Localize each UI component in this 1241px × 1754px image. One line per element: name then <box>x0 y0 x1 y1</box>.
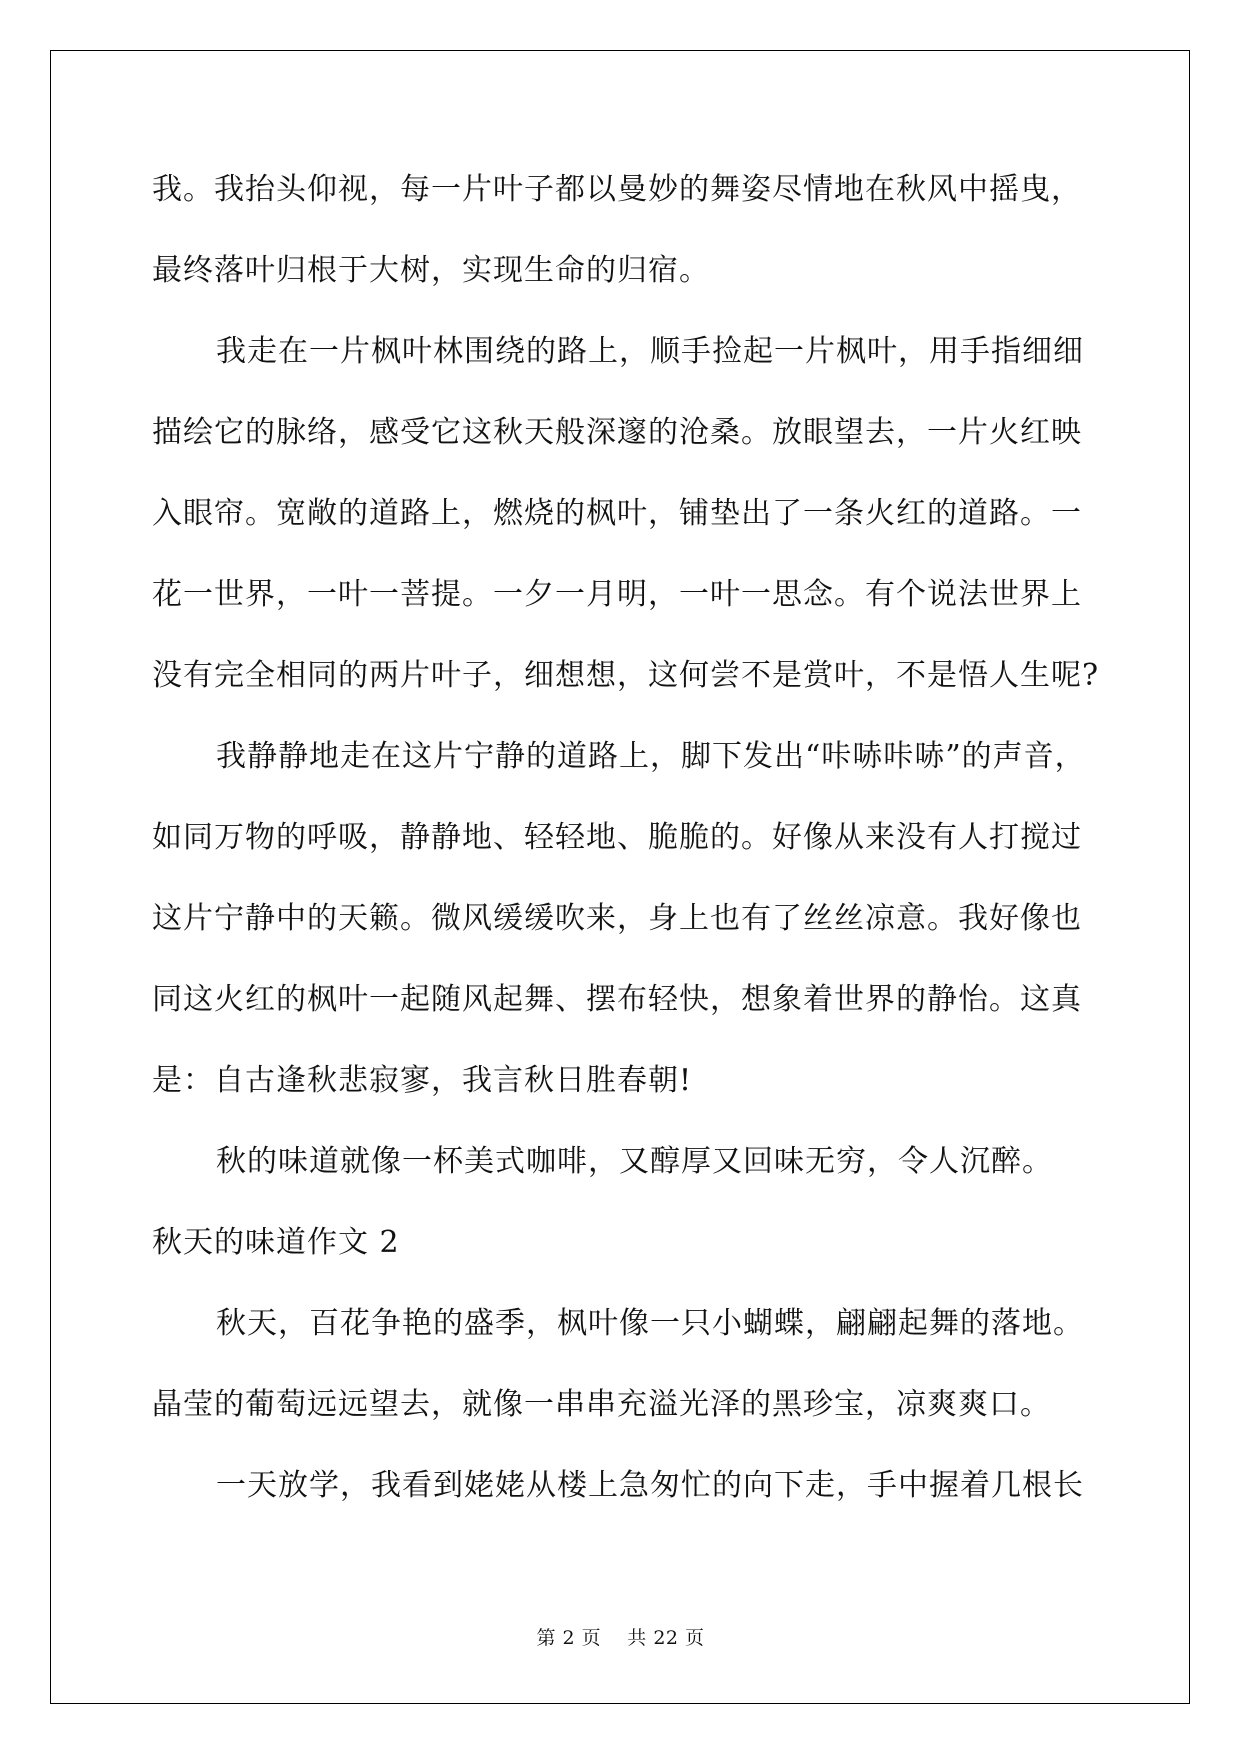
text-line: 是：自古逢秋悲寂寥，我言秋日胜春朝! <box>152 1063 693 1098</box>
text-line: 晶莹的葡萄远远望去，就像一串串充溢光泽的黑珍宝，凉爽爽口。 <box>152 1387 1051 1422</box>
text-line: 我静静地走在这片宁静的道路上，脚下发出“咔哧咔哧”的声音， <box>216 739 1086 774</box>
text-line: 我走在一片枫叶林围绕的路上，顺手捡起一片枫叶，用手指细细 <box>216 334 1084 369</box>
text-line: 秋的味道就像一杯美式咖啡，又醇厚又回味无穷，令人沉醉。 <box>216 1144 1053 1179</box>
page-number: 第 2 页 共 22 页 <box>536 1627 705 1649</box>
text-line: 描绘它的脉络，感受它这秋天般深邃的沧桑。放眼望去，一片火红映 <box>152 415 1082 450</box>
document-body <box>152 166 1112 1543</box>
text-line: 花一世界，一叶一菩提。一夕一月明，一叶一思念。有个说法世界上 <box>152 577 1082 612</box>
text-line: 一天放学，我看到姥姥从楼上急匆忙的向下走，手中握着几根长 <box>216 1468 1084 1503</box>
text-line: 没有完全相同的两片叶子，细想想，这何尝不是赏叶，不是悟人生呢? <box>152 658 1100 693</box>
text-line: 我。我抬头仰视，每一片叶子都以曼妙的舞姿尽情地在秋风中摇曳， <box>152 172 1082 207</box>
text-line: 最终落叶归根于大树，实现生命的归宿。 <box>152 253 710 288</box>
text-line: 秋天，百花争艳的盛季，枫叶像一只小蝴蝶，翩翩起舞的落地。 <box>216 1306 1084 1341</box>
text-line: 如同万物的呼吸，静静地、轻轻地、脆脆的。好像从来没有人打搅过 <box>152 820 1082 855</box>
section-heading: 秋天的味道作文 2 <box>152 1225 400 1260</box>
text-line: 入眼帘。宽敞的道路上，燃烧的枫叶，铺垫出了一条火红的道路。一 <box>152 496 1082 531</box>
text-line: 这片宁静中的天籁。微风缓缓吹来，身上也有了丝丝凉意。我好像也 <box>152 901 1082 936</box>
text-line: 同这火红的枫叶一起随风起舞、摆布轻快，想象着世界的静怡。这真 <box>152 982 1082 1017</box>
